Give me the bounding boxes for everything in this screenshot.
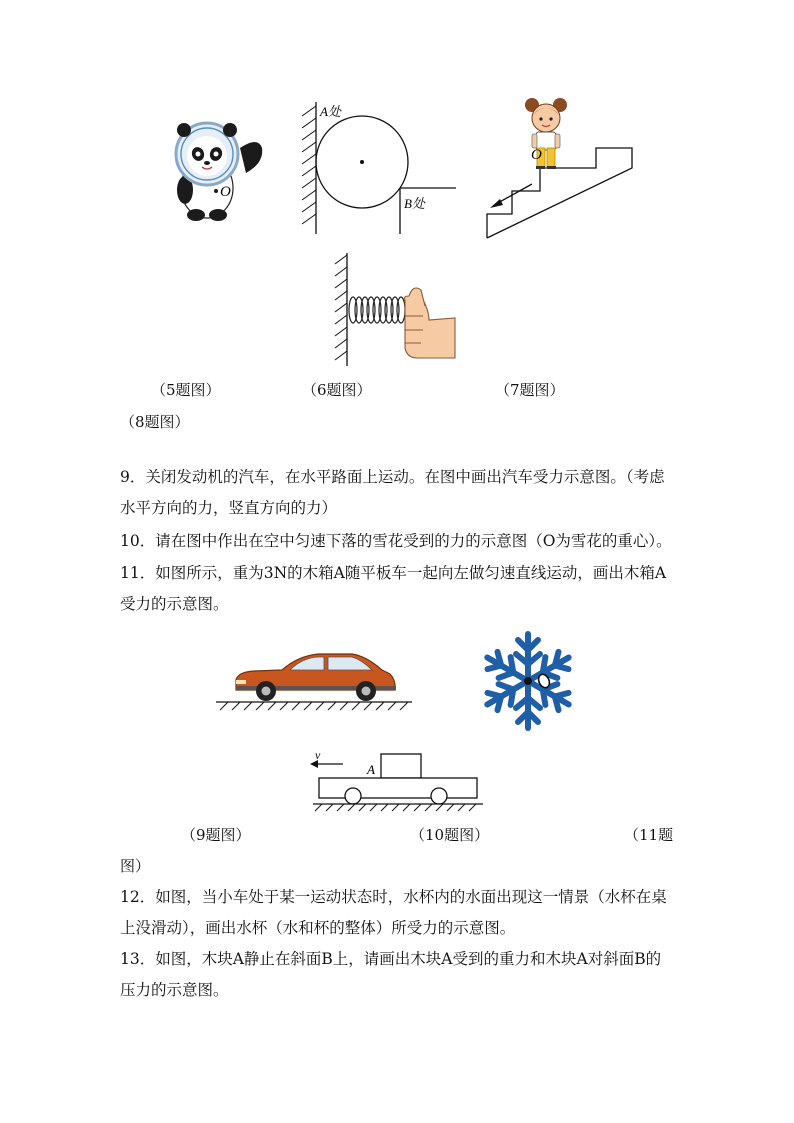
caption-fig10: （10题图） — [410, 826, 490, 844]
stairs-outline — [487, 148, 632, 238]
snowflake-center-dot — [524, 677, 532, 685]
caption-fig8: （8题图） — [120, 413, 190, 431]
motion-arrow — [490, 184, 532, 208]
fig7-label-o: O — [531, 147, 542, 163]
figure-10-snowflake — [482, 628, 578, 734]
caption-fig5: （5题图） — [151, 381, 221, 399]
fig6-label-a: A处 — [320, 104, 341, 119]
figure-9-car-road — [214, 642, 414, 714]
figure-6-ball-wall — [298, 98, 463, 238]
spring-coil — [349, 297, 405, 323]
road-hatching — [220, 702, 408, 710]
caption-fig6: （6题图） — [302, 381, 372, 399]
ball-center-dot — [360, 160, 364, 164]
caption-fig11-part2: 图） — [120, 857, 151, 875]
cart-wheel-front — [345, 788, 361, 804]
figure-11-crate-cart — [307, 748, 487, 814]
caption-fig11-part1: （11题 — [624, 826, 674, 844]
cart-wheel-rear — [431, 788, 447, 804]
question-10: 10．请在图中作出在空中匀速下落的雪花受到的力的示意图（O为雪花的重心）。 — [120, 532, 672, 550]
question-9: 9．关闭发动机的汽车，在水平路面上运动。在图中画出汽车受力示意图。（考虑水平方向的力，竖直方向的力） — [120, 468, 665, 517]
caption-fig7: （7题图） — [495, 381, 565, 399]
fig5-label-o: O — [220, 184, 231, 200]
car-icon — [236, 654, 396, 701]
figure-7-girl-stairs — [484, 96, 639, 241]
fig11-label-v: v — [315, 748, 321, 762]
question-11: 11．如图所示，重为3N的木箱A随平板车一起向左做匀速直线运动，画出木箱A受力的示意图。 — [120, 564, 667, 613]
wall-hatching — [302, 106, 316, 224]
figure-5-panda-mascot — [160, 118, 270, 223]
caption-fig9: （9题图） — [181, 826, 251, 844]
flatbed-cart — [319, 778, 477, 798]
crate-a — [381, 754, 421, 778]
hand-icon — [405, 288, 456, 358]
ground-hatching — [315, 804, 476, 811]
wall-hatching — [335, 255, 347, 360]
question-12: 12．如图，当小车处于某一运动状态时，水杯内的水面出现这一情景（水杯在桌上没滑动），画出水杯（水和杯的整体）所受力的示意图。 — [120, 888, 667, 937]
panda-icon — [176, 123, 262, 221]
fig11-label-a: A — [367, 762, 375, 777]
question-13: 13．如图，木块A静止在斜面B上，请画出木块A受到的重力和木块A对斜面B的压力的示意图。 — [120, 950, 662, 999]
fig6-label-b: B处 — [404, 196, 425, 211]
figure-8-spring-hand — [333, 250, 458, 370]
